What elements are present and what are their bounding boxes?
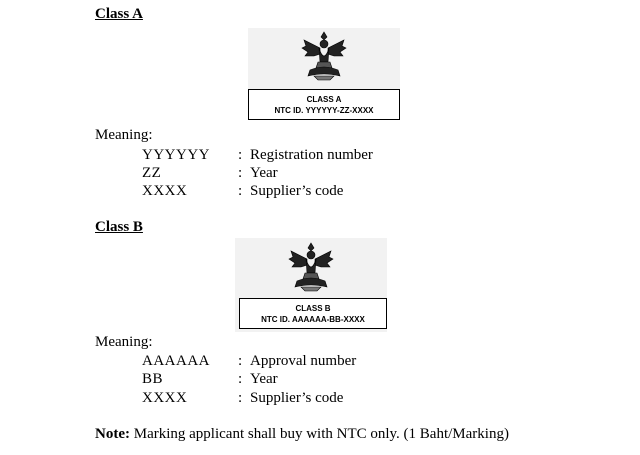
class-b-label-id: NTC ID. AAAAAA-BB-XXXX	[261, 315, 365, 324]
class-b-label-title: CLASS B	[295, 304, 331, 313]
class-a-meaning-label: Meaning:	[95, 127, 153, 143]
row-desc: Registration number	[250, 147, 373, 163]
row-colon: :	[238, 147, 243, 163]
row-code: AAAAAA	[142, 353, 210, 369]
row-code: XXXX	[142, 183, 188, 199]
row-code: XXXX	[142, 390, 188, 406]
class-b-marking	[235, 238, 387, 332]
row-colon: :	[238, 353, 243, 369]
row-colon: :	[238, 165, 243, 181]
note-prefix: Note:	[95, 426, 130, 442]
class-a-heading: Class A	[95, 6, 143, 22]
row-desc: Supplier’s code	[250, 183, 344, 199]
class-a-label-box	[248, 89, 400, 120]
row-desc: Year	[250, 165, 278, 181]
class-b-label-box	[239, 298, 387, 329]
class-a-label-title: CLASS A	[306, 95, 342, 104]
row-desc: Approval number	[250, 353, 357, 369]
garuda-emblem-icon	[287, 241, 335, 293]
garuda-emblem-icon	[300, 30, 348, 82]
row-code: YYYYYY	[142, 147, 210, 163]
class-a-marking	[248, 28, 400, 120]
note-line	[95, 426, 509, 443]
class-b-heading: Class B	[95, 219, 143, 235]
row-desc: Year	[250, 371, 278, 387]
class-a-label-id: NTC ID. YYYYYY-ZZ-XXXX	[274, 106, 374, 115]
row-colon: :	[238, 183, 243, 199]
row-code: ZZ	[142, 165, 162, 181]
class-b-meaning-label: Meaning:	[95, 334, 153, 350]
row-colon: :	[238, 371, 243, 387]
row-code: BB	[142, 371, 164, 387]
row-desc: Supplier’s code	[250, 390, 344, 406]
row-colon: :	[238, 390, 243, 406]
note-text: Marking applicant shall buy with NTC only. (1 Baht/Marking)	[129, 426, 509, 442]
